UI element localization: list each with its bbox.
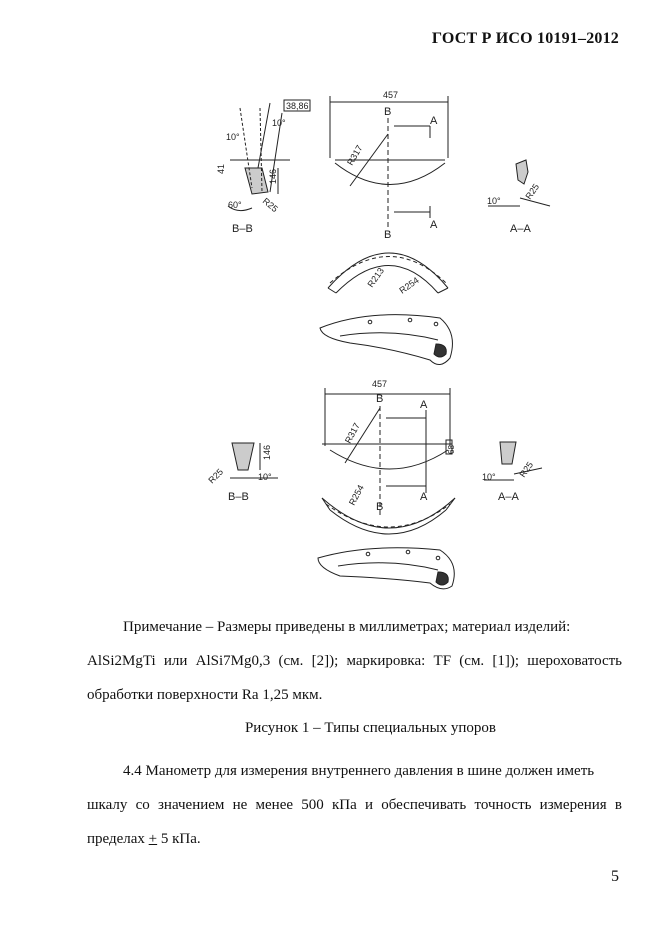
figure-caption: Рисунок 1 – Типы специальных упоров xyxy=(244,720,497,736)
dim-3886: 38,86 xyxy=(286,101,309,111)
wedge-iso-bottom xyxy=(318,548,454,589)
label-a-top: A xyxy=(430,115,438,127)
radius-25-b: R25 xyxy=(523,181,542,202)
page-header: ГОСТ Р ИСО 10191–2012 xyxy=(431,30,619,47)
view-aa-top: A–A xyxy=(510,223,531,235)
angle-10-e: 10° xyxy=(482,472,496,482)
angle-10-d: 10° xyxy=(258,472,272,482)
label-a-top2: A xyxy=(430,219,438,231)
label-b-bottom: B xyxy=(376,393,384,405)
dim-width-bottom: 457 xyxy=(372,379,388,389)
section-line-3-prefix: пределах xyxy=(87,831,149,847)
radius-25-a: R25 xyxy=(260,195,280,215)
arc-piece-top xyxy=(328,253,448,293)
view-aa-bottom: A–A xyxy=(498,491,519,503)
page-number: 5 xyxy=(611,868,619,885)
top-view-bottom xyxy=(322,388,452,518)
dim-68: 68 xyxy=(447,445,456,454)
radius-213: R213 xyxy=(365,265,386,290)
dim-41: 41 xyxy=(216,163,226,174)
angle-10-a: 10° xyxy=(226,132,240,142)
label-b-bottom2: B xyxy=(376,501,384,513)
plus-minus-sign: + xyxy=(148,831,158,847)
radius-254-bottom: R254 xyxy=(346,483,366,507)
section-line-2: шкалу со значением не менее 500 кПа и обеспечивать точность измерения в xyxy=(87,797,622,813)
angle-10-c: 10° xyxy=(487,196,501,206)
label-r317-top: R317 xyxy=(345,143,365,167)
radius-25-c: R25 xyxy=(206,466,226,486)
arc-piece-bottom xyxy=(322,498,455,534)
section-4-4 xyxy=(87,754,622,856)
note-line-1: Примечание – Размеры приведены в миллиметрах; материал изделий: xyxy=(123,619,571,635)
wedge-iso-top xyxy=(320,315,452,365)
angle-60: 60° xyxy=(228,200,242,210)
note-line-2: AlSi2MgTi или AlSi7Mg0,3 (см. [2]); маркировка: TF (см. [1]); шероховатость xyxy=(87,653,622,669)
drawing-canvas xyxy=(190,88,570,593)
technical-drawing xyxy=(190,88,570,593)
label-a-bottom2: A xyxy=(420,491,428,503)
radius-25-d: R25 xyxy=(517,459,536,480)
label-r317-bottom: R317 xyxy=(342,421,362,445)
angle-10-b: 10° xyxy=(272,118,286,128)
view-bb-bottom: B–B xyxy=(228,491,249,503)
section-line-3-suffix: 5 кПа. xyxy=(157,831,201,847)
label-a-bottom: A xyxy=(420,399,428,411)
radius-254-top: R254 xyxy=(397,275,421,296)
dim-146-top: 146 xyxy=(268,168,278,184)
section-bb-top xyxy=(228,100,310,211)
section-line-1: 4.4 Манометр для измерения внутреннего давления в шине должен иметь xyxy=(123,763,595,779)
view-bb-top: B–B xyxy=(232,223,253,235)
dim-146-bottom: 146 xyxy=(262,444,272,460)
label-b-top: B xyxy=(384,106,392,118)
note-line-3: обработки поверхности Ra 1,25 мкм. xyxy=(87,687,323,703)
label-b-top2: B xyxy=(384,229,392,241)
dim-width-top: 457 xyxy=(383,90,399,100)
figure-note xyxy=(87,610,622,712)
section-line-3 xyxy=(87,822,622,856)
